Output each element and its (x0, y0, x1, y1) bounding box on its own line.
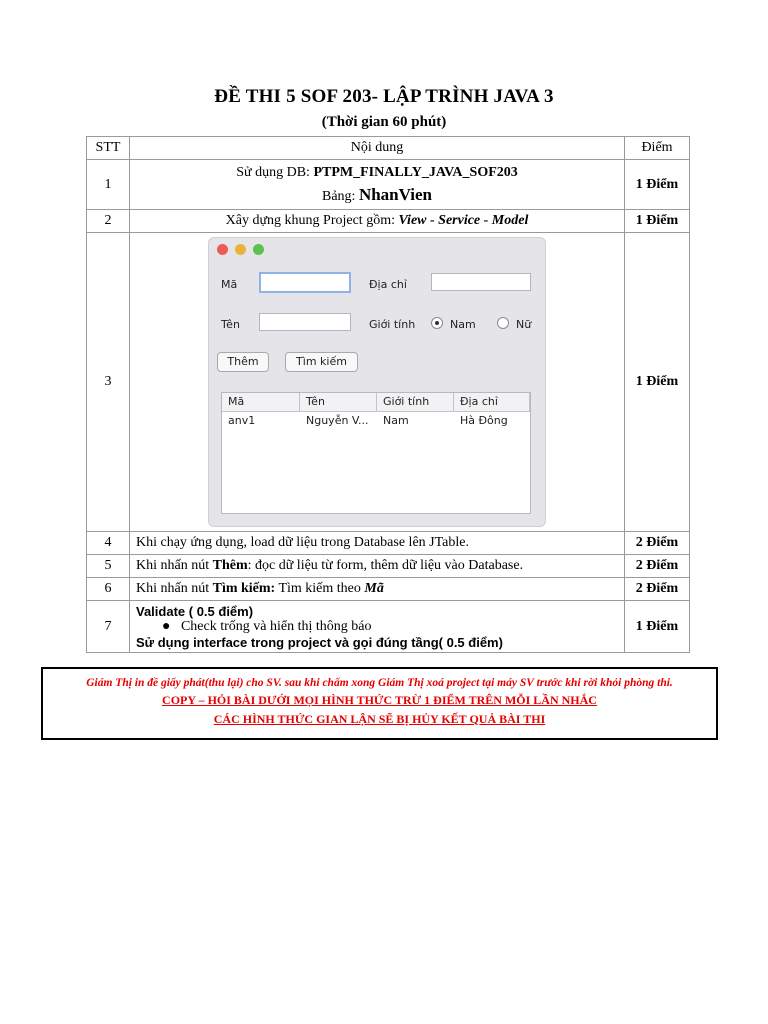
them-button[interactable]: Thêm (217, 352, 269, 372)
table-row (87, 532, 690, 555)
row-points: 1 Điểm (625, 601, 690, 653)
grid-cell: Hà Đông (460, 414, 508, 427)
grid-col-gioi-tinh[interactable]: Giới tính (377, 393, 454, 411)
grid-col-ma[interactable]: Mã (222, 393, 300, 411)
dia-chi-input[interactable] (431, 273, 531, 291)
nu-radio[interactable] (497, 317, 509, 329)
tim-kiem-button[interactable]: Tìm kiếm (285, 352, 358, 372)
ma-label: Mã (221, 278, 238, 291)
dia-chi-label: Địa chỉ (369, 278, 407, 291)
table-row (87, 555, 690, 578)
row-text-emphasis: View - Service - Model (398, 213, 529, 228)
row-content: Khi chạy ứng dụng, load dữ liệu trong Database lên JTable. (130, 532, 625, 555)
bullet-icon: ● (162, 618, 181, 634)
nam-radio-label: Nam (450, 318, 476, 331)
app-window-mockup (208, 237, 546, 527)
table-row[interactable] (222, 412, 530, 428)
grid-col-ten[interactable]: Tên (300, 393, 377, 411)
row-text: : đọc dữ liệu từ form, thêm dữ liệu vào Database. (247, 558, 524, 573)
grid-col-dia-chi[interactable]: Địa chỉ (454, 393, 530, 411)
row-number: 2 (87, 210, 130, 233)
row-text-bold: Tìm kiếm: (212, 581, 276, 596)
grid-header (222, 393, 530, 412)
proctor-notice-box (41, 667, 718, 740)
exam-duration: (Thời gian 60 phút) (321, 114, 447, 130)
header-points: Điểm (625, 137, 690, 160)
table-header-row (87, 137, 690, 160)
row-content (130, 233, 625, 532)
table-row (87, 160, 690, 210)
ma-input[interactable] (259, 272, 351, 293)
minimize-window-icon (235, 244, 246, 255)
row-number: 7 (87, 601, 130, 653)
proctor-instruction: Giám Thị in đề giấy phát(thu lại) cho SV. sau khi chấm xong Giám Thị xoá project tại máy SV trước khi rời khỏi phòng thi. (86, 677, 673, 689)
table-row (87, 601, 690, 653)
grid-cell: Nam (383, 414, 409, 427)
row-content (130, 160, 625, 210)
validate-bullet (136, 619, 618, 635)
exam-table (86, 136, 690, 653)
row-points: 1 Điểm (625, 210, 690, 233)
row-content (130, 578, 625, 601)
row-number: 6 (87, 578, 130, 601)
row-text-bold: Thêm (212, 558, 248, 573)
table-row (87, 578, 690, 601)
row-number: 3 (87, 233, 130, 532)
row-number: 5 (87, 555, 130, 578)
grid-cell: anv1 (228, 414, 256, 427)
db-name: PTPM_FINALLY_JAVA_SOF203 (313, 164, 518, 180)
close-window-icon (217, 244, 228, 255)
table-name: NhanVien (358, 184, 432, 204)
db-prefix: Sử dụng DB: (236, 164, 314, 180)
row-text: Xây dựng khung Project gồm: (225, 213, 399, 228)
gioi-tinh-label: Giới tính (369, 318, 416, 331)
row-points: 2 Điểm (625, 555, 690, 578)
exam-title: ĐỀ THI 5 SOF 203- LẬP TRÌNH JAVA 3 (214, 86, 554, 107)
ten-input[interactable] (259, 313, 351, 331)
copy-penalty-warning: COPY – HỎI BÀI DƯỚI MỌI HÌNH THỨC TRỪ 1 ĐIỂM TRÊN MỖI LẦN NHẮC (162, 693, 597, 707)
row-points: 2 Điểm (625, 578, 690, 601)
row-number: 1 (87, 160, 130, 210)
maximize-window-icon (253, 244, 264, 255)
nam-radio[interactable] (431, 317, 443, 329)
interface-requirement: Sử dụng interface trong project và gọi đúng tầng( 0.5 điểm) (136, 634, 503, 650)
row-text-emphasis: Mã (364, 581, 384, 596)
row-points: 1 Điểm (625, 160, 690, 210)
ten-label: Tên (221, 318, 240, 331)
row-text: Tìm kiếm theo (275, 581, 365, 596)
header-stt: STT (87, 137, 130, 160)
row-text: Khi nhấn nút (136, 581, 213, 596)
row-number: 4 (87, 532, 130, 555)
nhan-vien-table[interactable] (221, 392, 531, 514)
row-points: 2 Điểm (625, 532, 690, 555)
table-row (87, 233, 690, 532)
table-prefix: Bảng: (321, 188, 359, 204)
header-content: Nội dung (130, 137, 625, 160)
cheating-warning: CÁC HÌNH THỨC GIAN LẬN SẼ BỊ HỦY KẾT QUẢ BÀI THI (213, 712, 546, 726)
row-text: Khi nhấn nút (136, 558, 213, 573)
row-points: 1 Điểm (625, 233, 690, 532)
grid-cell: Nguyễn V... (306, 414, 369, 427)
row-content (130, 210, 625, 233)
table-row (87, 210, 690, 233)
validate-heading: Validate ( 0.5 điểm) (136, 603, 254, 619)
row-content (130, 555, 625, 578)
nu-radio-label: Nữ (516, 318, 532, 331)
bullet-text: Check trống và hiển thị thông báo (180, 618, 372, 634)
row-content (130, 601, 625, 653)
